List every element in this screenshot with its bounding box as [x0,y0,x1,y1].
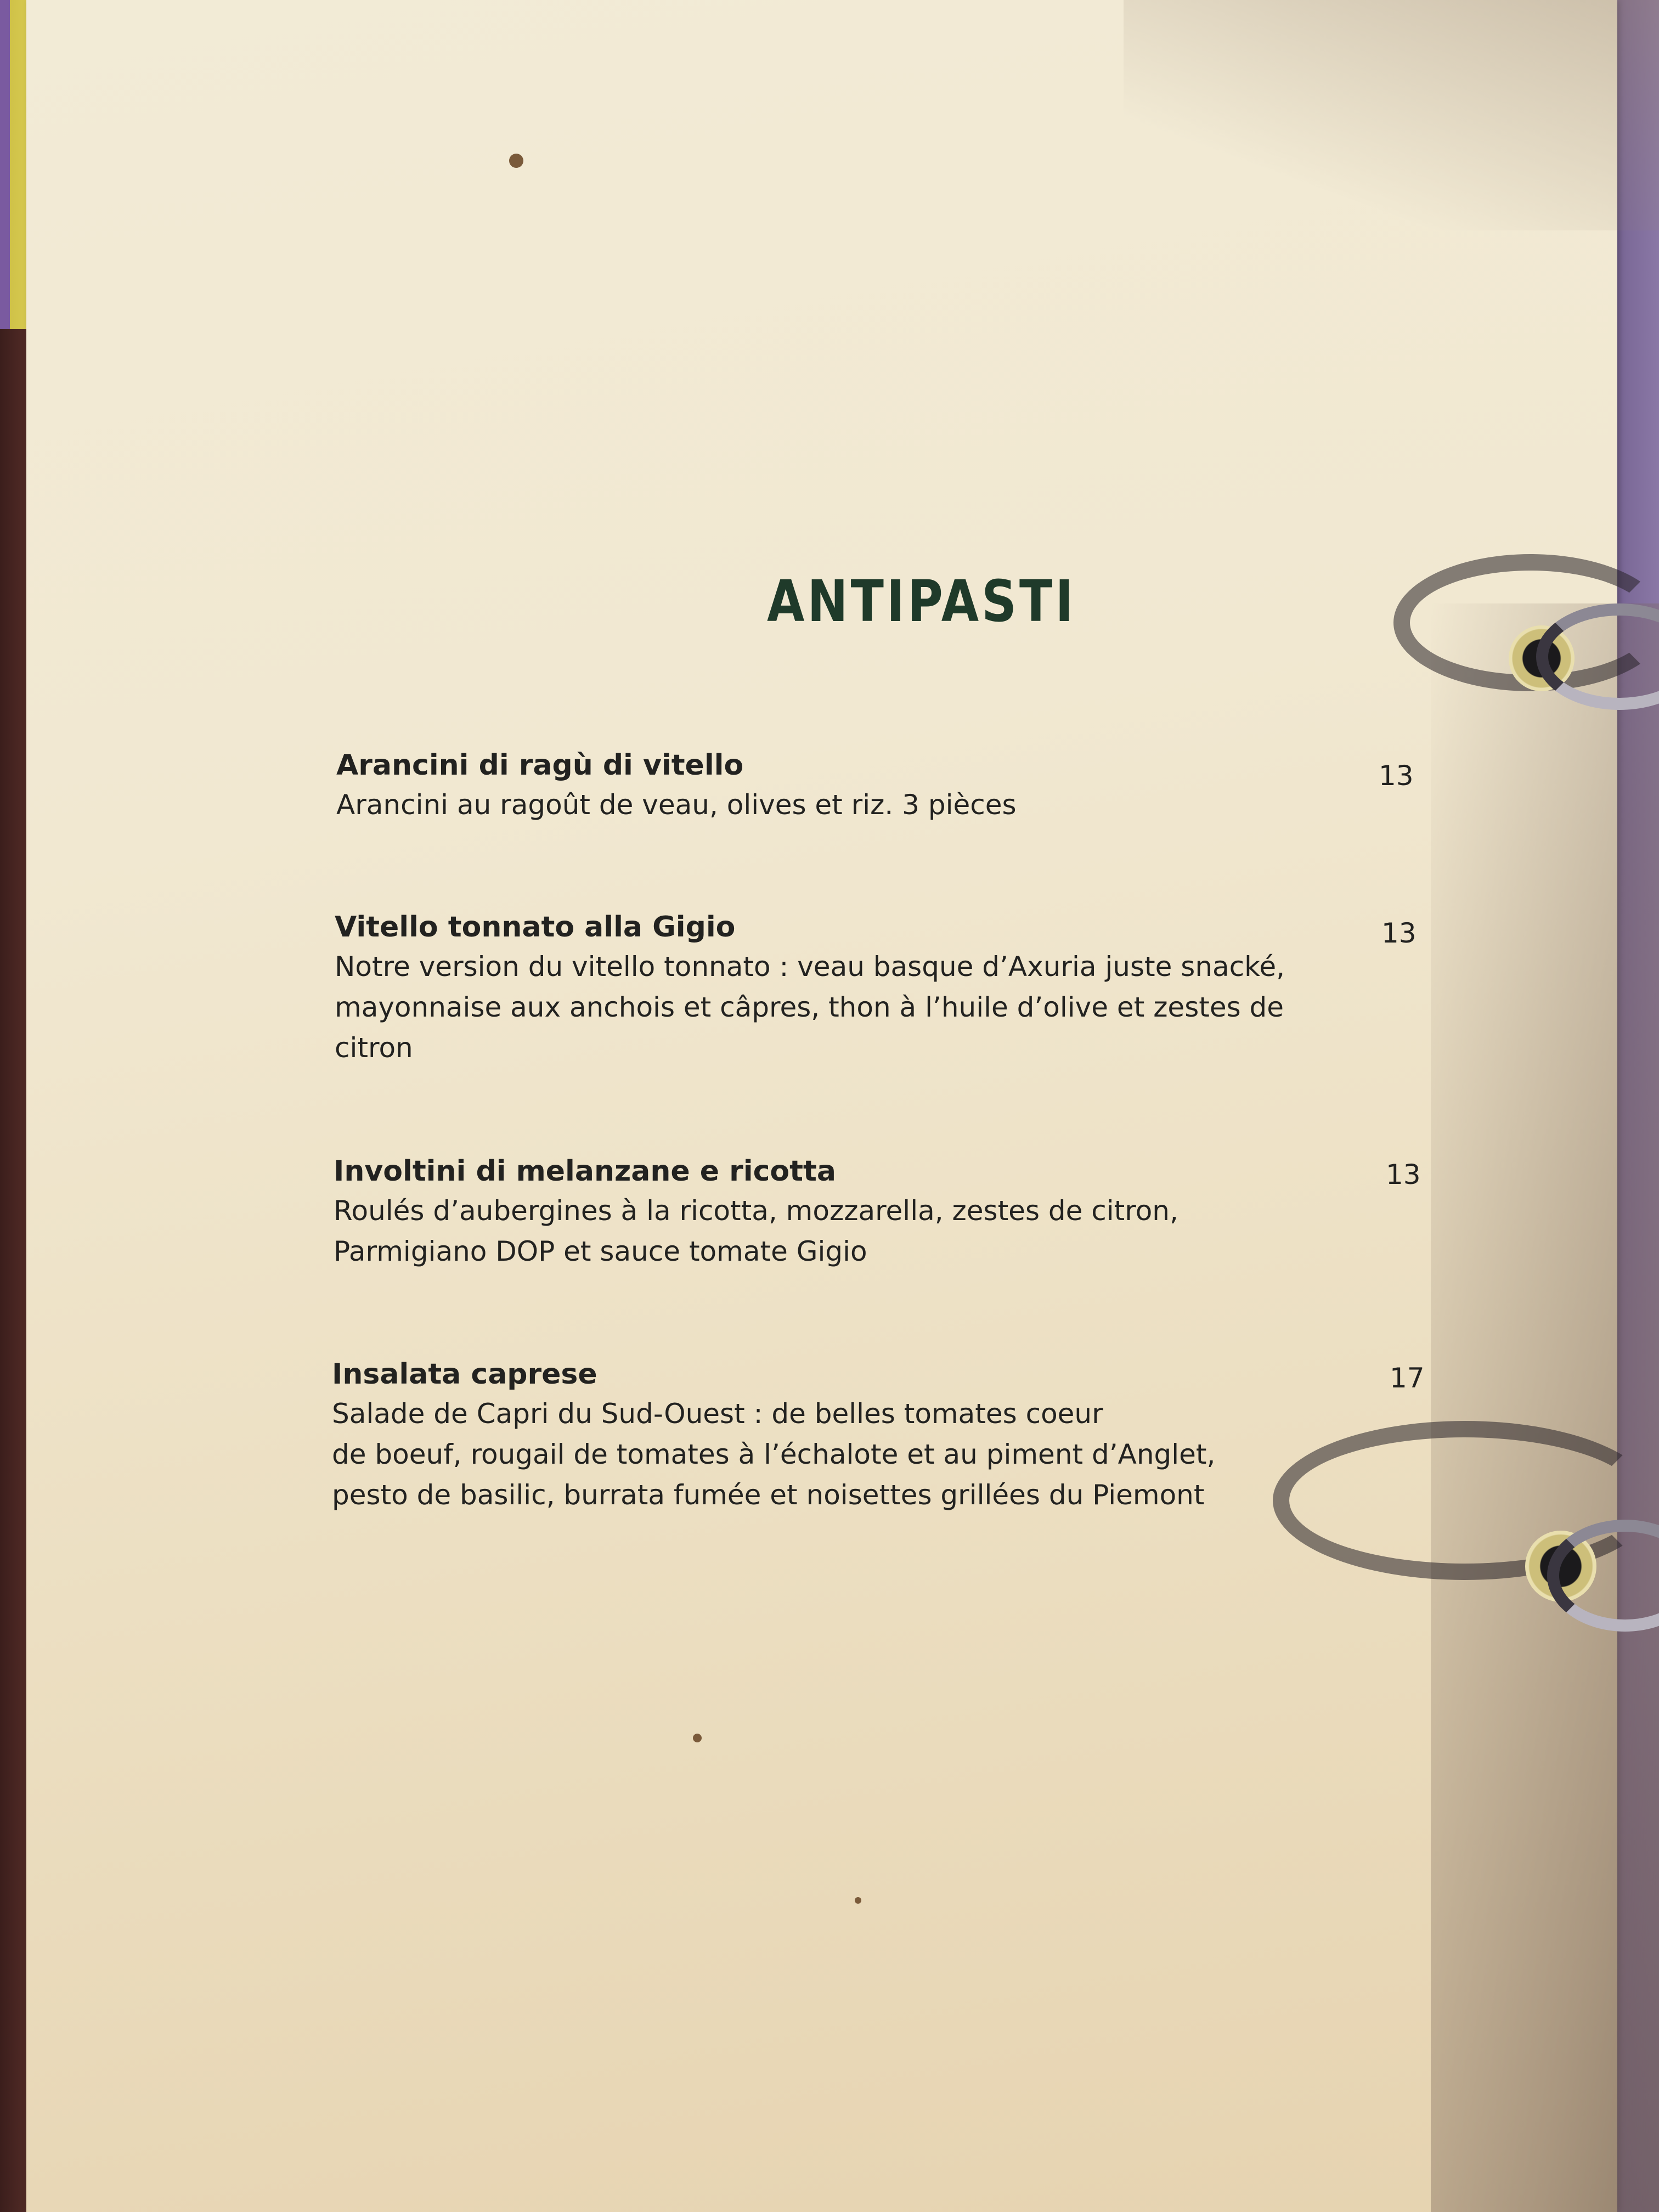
menu-item [332,1355,1429,1515]
menu-item [334,1152,1431,1272]
shadow-right [1431,603,1659,2212]
item-name: Involtini di melanzane e ricotta [334,1155,836,1188]
item-name: Arancini di ragù di vitello [336,749,744,782]
item-name: Insalata caprese [332,1358,597,1391]
section-title: ANTIPASTI [767,568,1076,635]
item-price: 13 [1381,917,1417,949]
menu-item [336,746,1434,825]
paper-speck [855,1897,861,1904]
menu-page [26,0,1617,2212]
item-name: Vitello tonnato alla Gigio [335,911,736,944]
item-price: 17 [1390,1362,1425,1394]
paper-speck [509,154,523,168]
item-price: 13 [1386,1159,1421,1190]
item-description: Arancini au ragoût de veau, olives et riz. 3 pièces [336,789,1017,821]
item-description: Salade de Capri du Sud-Ouest : de belles tomates coeur de boeuf, rougail de tomates à l’échalote et au piment d’Anglet, pesto de basilic, burrata fumée et noisettes grillées du Piemont [332,1398,1216,1511]
item-description: Notre version du vitello tonnato : veau basque d’Axuria juste snacké, mayonnaise aux anchois et câpres, thon à l’huile d’olive et zestes de citron [335,951,1285,1064]
item-description: Roulés d’aubergines à la ricotta, mozzarella, zestes de citron, Parmigiano DOP et sauce tomate Gigio [334,1195,1178,1267]
paper-speck [693,1734,702,1742]
item-price: 13 [1379,760,1414,792]
shadow-top [1124,0,1659,230]
menu-item [335,908,1432,1068]
